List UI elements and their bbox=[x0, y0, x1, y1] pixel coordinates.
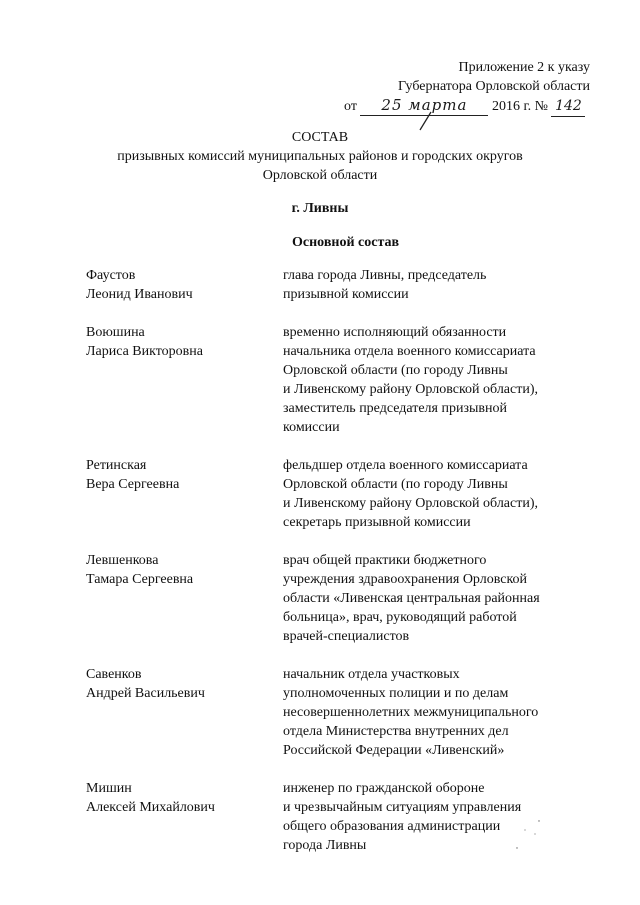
role-line: города Ливны bbox=[283, 838, 367, 853]
role-line: заместитель председателя призывной bbox=[283, 401, 507, 416]
scan-speckles bbox=[505, 818, 545, 858]
member-name bbox=[86, 665, 283, 760]
member-name bbox=[86, 323, 283, 437]
appendix-line-2: Губернатора Орловской области bbox=[397, 79, 590, 94]
member-row bbox=[86, 456, 606, 532]
role-line: отдела Министерства внутренних дел bbox=[283, 724, 509, 739]
member-name bbox=[86, 551, 283, 646]
member-surname: Мишин bbox=[86, 781, 132, 796]
member-role bbox=[283, 266, 583, 304]
role-line: временно исполняющий обязанности bbox=[283, 325, 507, 340]
member-row bbox=[86, 551, 606, 646]
role-line: больница», врач, руководящий работой bbox=[283, 610, 517, 625]
role-line: Орловской области (по городу Ливны bbox=[283, 363, 508, 378]
handwritten-number: 142 bbox=[551, 97, 585, 117]
role-line: фельдшер отдела военного комиссариата bbox=[283, 458, 528, 473]
member-row bbox=[86, 266, 606, 304]
member-name bbox=[86, 779, 283, 855]
role-line: секретарь призывной комиссии bbox=[283, 515, 471, 530]
member-name bbox=[86, 456, 283, 532]
decree-year: 2016 г. bbox=[491, 99, 532, 114]
document-title bbox=[0, 128, 640, 185]
member-given-name: Андрей Васильевич bbox=[86, 686, 205, 701]
member-row bbox=[86, 323, 606, 437]
role-line: уполномоченных полиции и по делам bbox=[283, 686, 509, 701]
member-surname: Савенков bbox=[86, 667, 142, 682]
role-line: инженер по гражданской обороне bbox=[283, 781, 485, 796]
role-line: начальника отдела военного комиссариата bbox=[283, 344, 536, 359]
member-given-name: Тамара Сергеевна bbox=[86, 572, 194, 587]
member-surname: Фаустов bbox=[86, 268, 136, 283]
decree-date-line bbox=[344, 96, 604, 117]
member-given-name: Алексей Михайлович bbox=[86, 800, 215, 815]
member-surname: Левшенкова bbox=[86, 553, 159, 568]
member-role bbox=[283, 665, 583, 760]
appendix-block bbox=[330, 58, 590, 117]
member-surname: Воюшина bbox=[86, 325, 145, 340]
role-line: и Ливенскому району Орловской области), bbox=[283, 496, 539, 511]
role-line: и Ливенскому району Орловской области), bbox=[283, 382, 539, 397]
member-surname: Ретинская bbox=[86, 458, 147, 473]
city-heading: г. Ливны bbox=[291, 201, 349, 216]
appendix-line-1: Приложение 2 к указу bbox=[458, 60, 590, 75]
member-given-name: Лариса Викторовна bbox=[86, 344, 203, 359]
from-label: от bbox=[344, 99, 357, 114]
member-given-name: Вера Сергеевна bbox=[86, 477, 180, 492]
role-line: учреждения здравоохранения Орловской bbox=[283, 572, 528, 587]
member-row bbox=[86, 665, 606, 760]
number-sign: № bbox=[534, 99, 548, 114]
title-heading: СОСТАВ bbox=[291, 130, 349, 145]
role-line: и чрезвычайным ситуациям управления bbox=[283, 800, 522, 815]
role-line: призывной комиссии bbox=[283, 287, 409, 302]
role-line: врач общей практики бюджетного bbox=[283, 553, 487, 568]
title-line-2: призывных комиссий муниципальных районов и городских округов bbox=[117, 149, 523, 164]
member-role bbox=[283, 456, 583, 532]
role-line: общего образования администрации bbox=[283, 819, 501, 834]
role-line: комиссии bbox=[283, 420, 340, 435]
member-role bbox=[283, 551, 583, 646]
member-name bbox=[86, 266, 283, 304]
section-heading: Основной состав bbox=[292, 235, 400, 250]
role-line: врачей-специалистов bbox=[283, 629, 410, 644]
role-line: несовершеннолетних межмуниципального bbox=[283, 705, 539, 720]
handwritten-date: 25 марта bbox=[360, 96, 488, 116]
role-line: начальник отдела участковых bbox=[283, 667, 460, 682]
role-line: Российской Федерации «Ливенский» bbox=[283, 743, 505, 758]
members-list bbox=[86, 266, 606, 874]
member-role bbox=[283, 323, 583, 437]
role-line: области «Ливенская центральная районная bbox=[283, 591, 540, 606]
role-line: Орловской области (по городу Ливны bbox=[283, 477, 508, 492]
role-line: глава города Ливны, председатель bbox=[283, 268, 487, 283]
title-line-3: Орловской области bbox=[262, 168, 378, 183]
member-given-name: Леонид Иванович bbox=[86, 287, 193, 302]
